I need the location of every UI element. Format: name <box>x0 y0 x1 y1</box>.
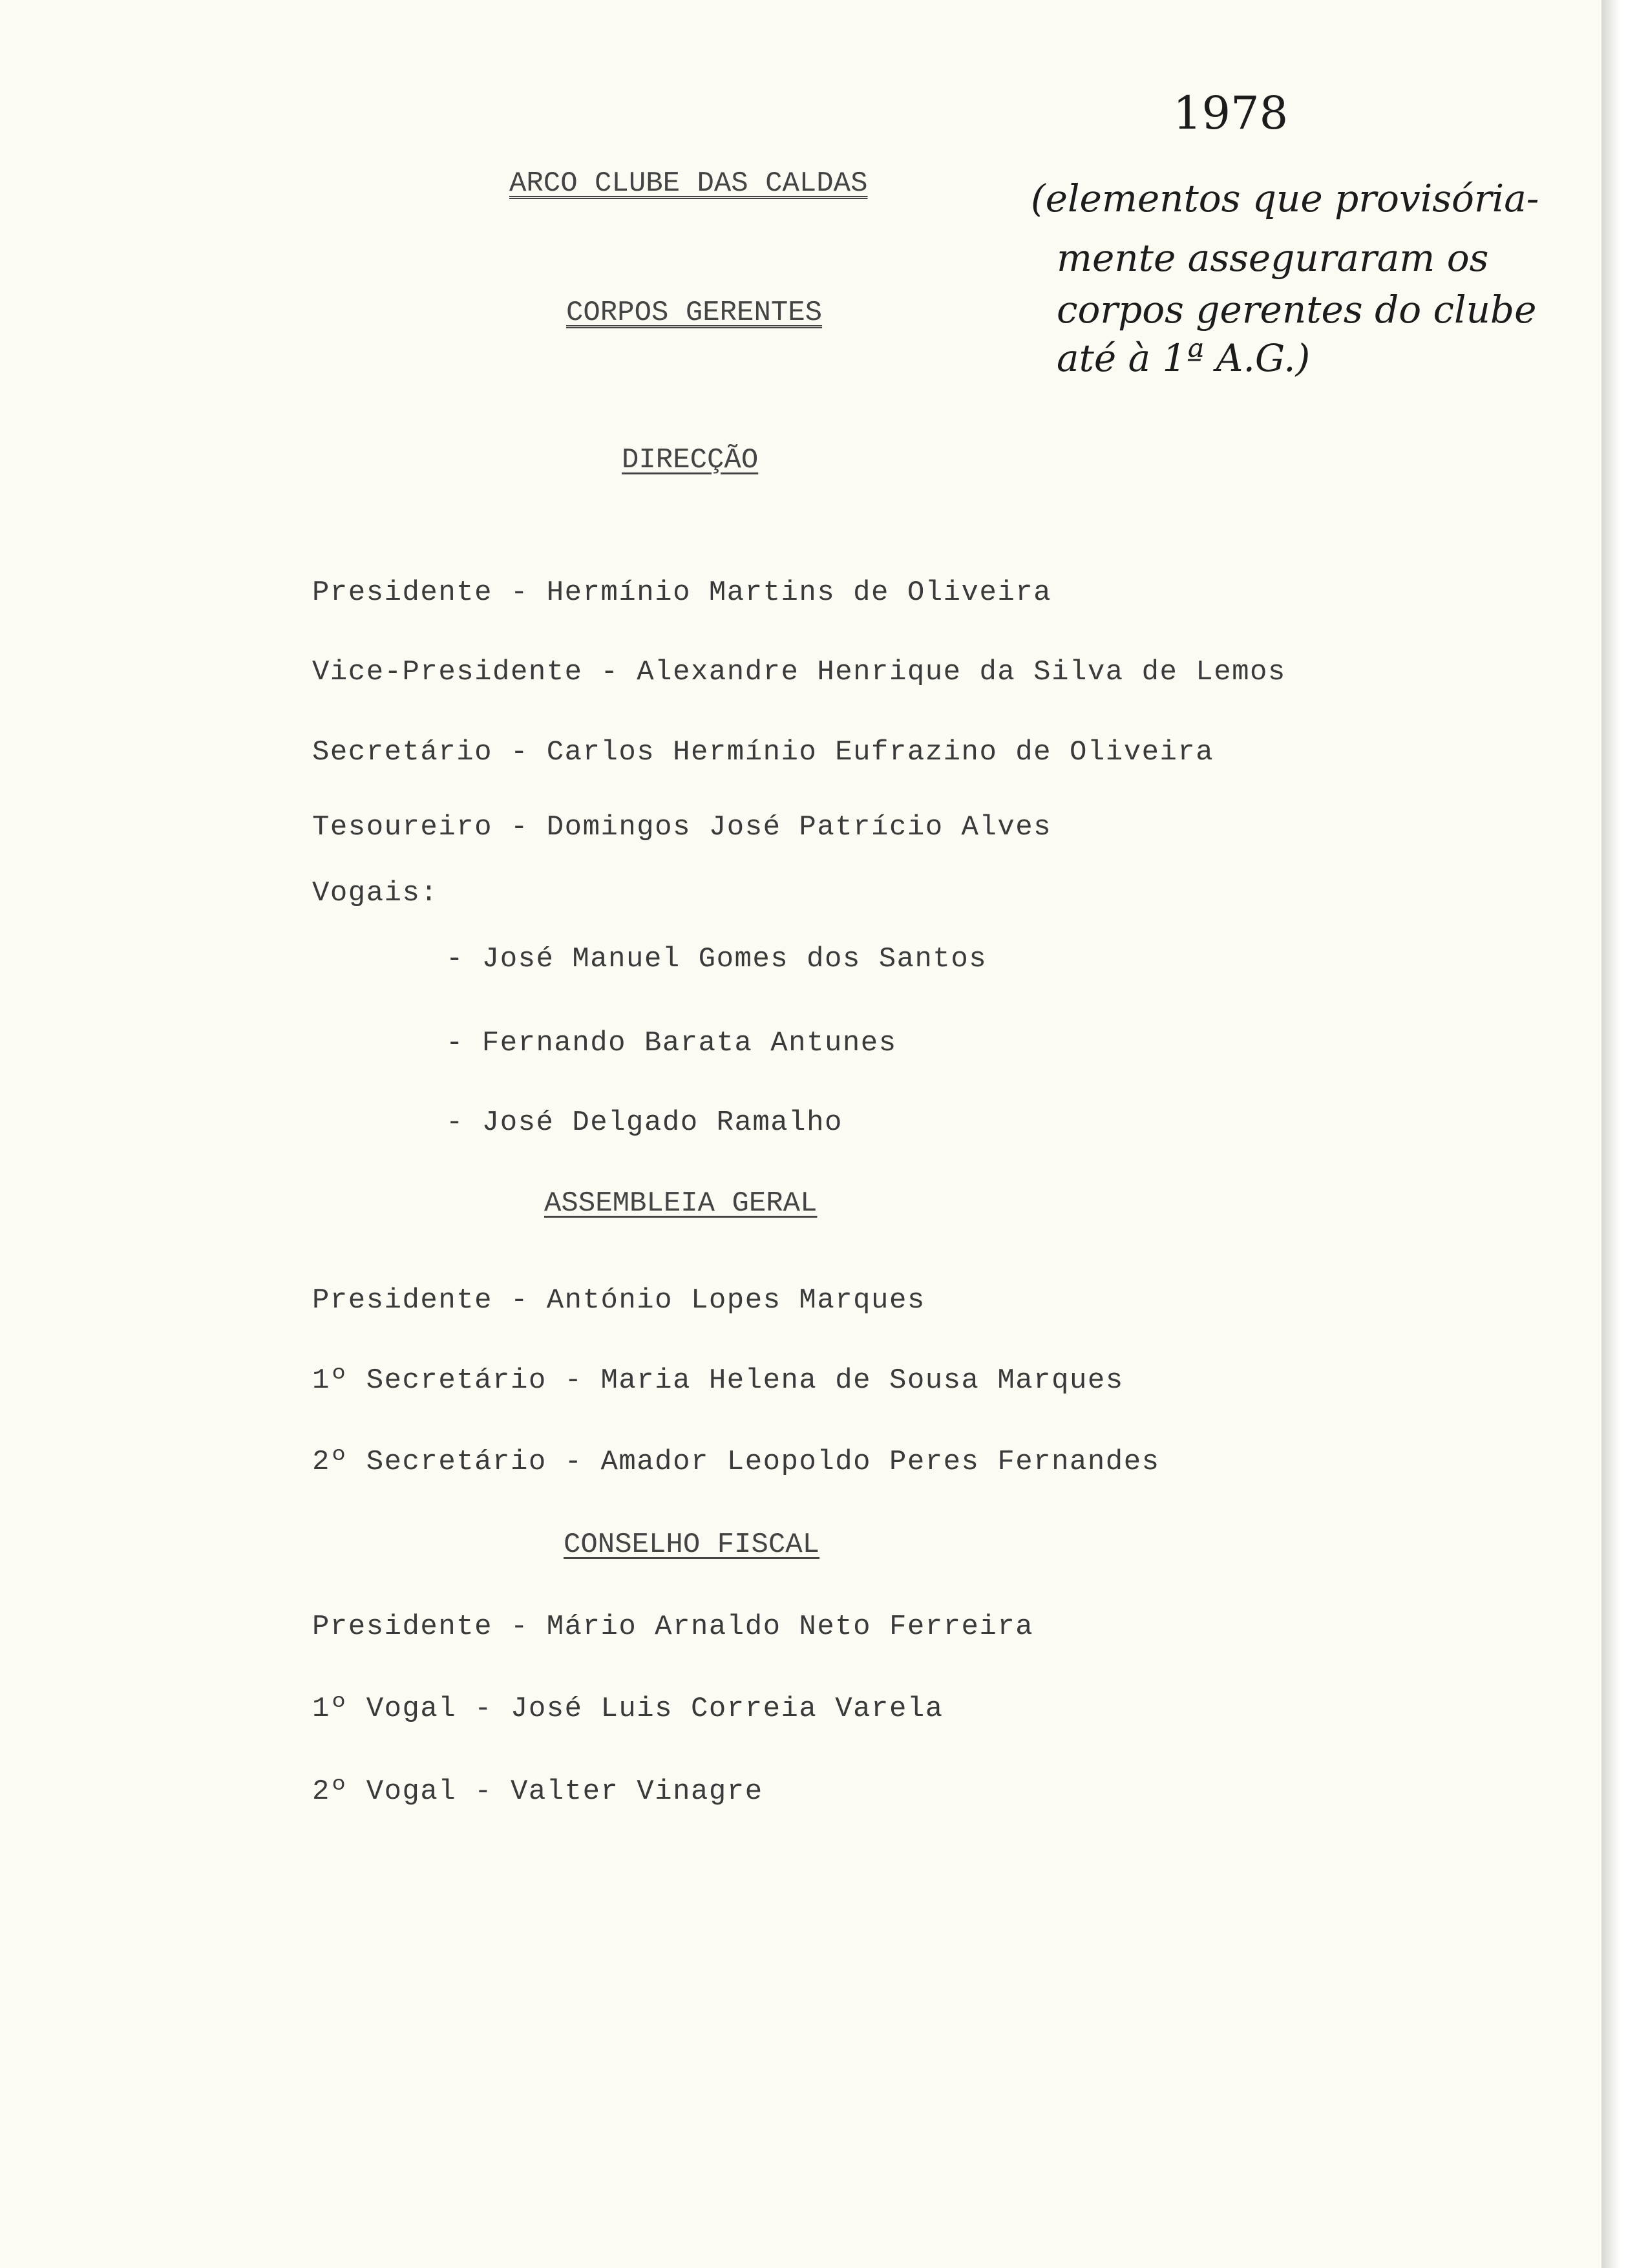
section-heading-direccao: DIRECÇÃO <box>622 444 759 476</box>
scan-edge <box>1601 0 1648 2268</box>
handwritten-note-line-1: (elementos que provisória- <box>1031 176 1539 220</box>
section-heading-conselho-fiscal: CONSELHO FISCAL <box>564 1529 820 1561</box>
vogais-label: Vogais: <box>312 877 439 909</box>
conselho-member-2-vogal: 2º Vogal - Valter Vinagre <box>312 1775 763 1808</box>
handwritten-note-line-4: até à 1ª A.G.) <box>1057 336 1311 380</box>
assembleia-member-2-secretario: 2º Secretário - Amador Leopoldo Peres Fernandes <box>312 1446 1160 1478</box>
assembleia-member-1-secretario: 1º Secretário - Maria Helena de Sousa Marques <box>312 1364 1124 1397</box>
handwritten-note-line-2: mente asseguraram os <box>1057 236 1489 280</box>
direccao-member-presidente: Presidente - Hermínio Martins de Oliveira <box>312 577 1052 609</box>
conselho-member-presidente: Presidente - Mário Arnaldo Neto Ferreira <box>312 1611 1034 1643</box>
section-heading-assembleia-geral: ASSEMBLEIA GERAL <box>544 1187 818 1220</box>
handwritten-year: 1978 <box>1173 87 1289 140</box>
direccao-member-vice-presidente: Vice-Presidente - Alexandre Henrique da Silva de Lemos <box>312 656 1286 688</box>
handwritten-note-line-3: corpos gerentes do clube <box>1057 288 1537 332</box>
vogal-item: - José Delgado Ramalho <box>446 1107 843 1139</box>
vogal-item: - Fernando Barata Antunes <box>446 1027 897 1059</box>
club-name-heading: ARCO CLUBE DAS CALDAS <box>509 167 868 200</box>
direccao-member-tesoureiro: Tesoureiro - Domingos José Patrício Alves <box>312 811 1052 843</box>
assembleia-member-presidente: Presidente - António Lopes Marques <box>312 1284 925 1317</box>
document-title: CORPOS GERENTES <box>566 297 823 329</box>
vogal-item: - José Manuel Gomes dos Santos <box>446 943 988 975</box>
direccao-member-secretario: Secretário - Carlos Hermínio Eufrazino de Oliveira <box>312 736 1214 768</box>
conselho-member-1-vogal: 1º Vogal - José Luis Correia Varela <box>312 1693 944 1725</box>
